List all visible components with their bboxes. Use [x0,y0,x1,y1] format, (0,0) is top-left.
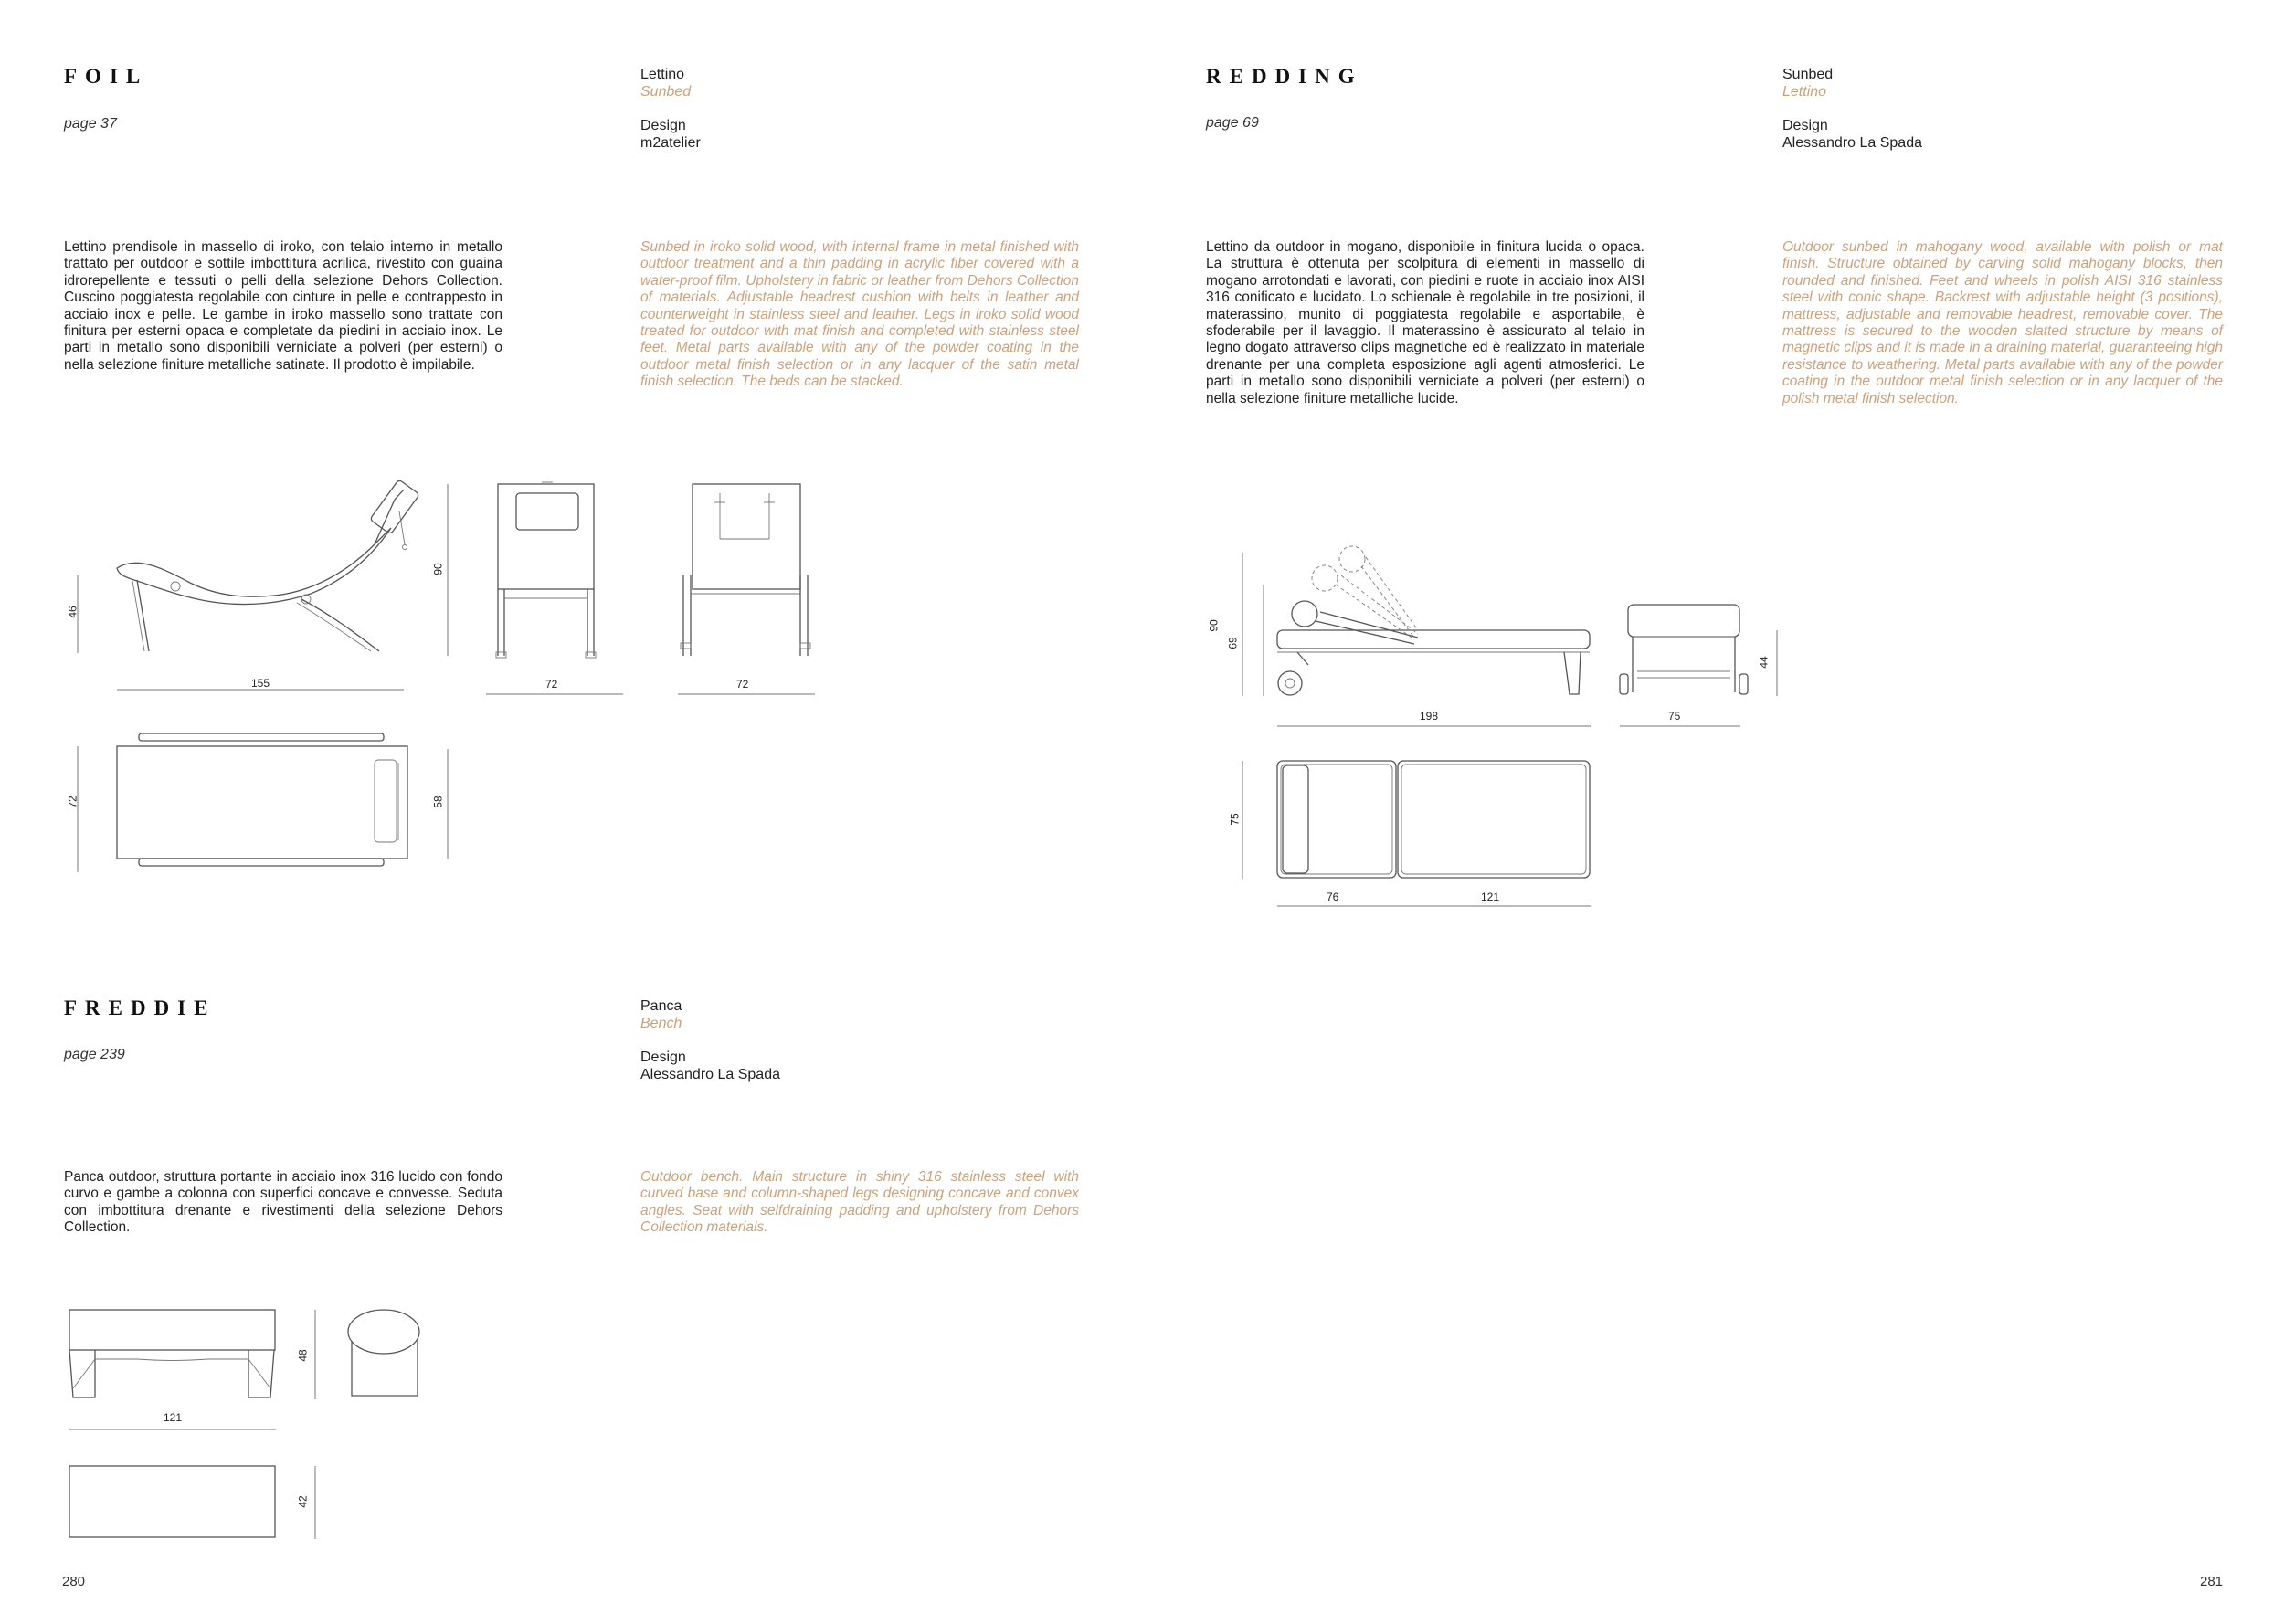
redding-end-view-drawing [1620,605,1777,726]
freddie-title: FREDDIE [64,997,217,1019]
redding-dim-body-section: 121 [1481,891,1500,903]
redding-dim-head-section: 76 [1327,891,1339,903]
foil-dim-side-height: 46 [66,606,79,618]
redding-dim-width: 75 [1668,710,1681,722]
foil-design-label: Design [640,118,686,133]
redding-dim-length: 198 [1420,710,1439,722]
redding-side-view-drawing [1242,546,1591,726]
redding-dim-total-height: 90 [1207,619,1221,632]
redding-design-label: Design [1782,118,1828,133]
freddie-type-en: Bench [640,1016,682,1031]
page-number-left: 280 [62,1574,86,1589]
foil-dim-top-width: 72 [66,796,79,808]
freddie-dim-depth: 42 [296,1495,310,1508]
foil-description-it: Lettino prendisole in massello di iroko, con telaio interno in metallo trattato per outdoor e sottile imbottitura acrilica, rivestito con guaina idrorepellente e tessuti o pelli della selezione Dehors Collection. Cuscino poggiatesta regolabile con cinture in pelle e contrappesto in acciaio inox e pelle. Le gambe in iroko massello sono trattate con finitura per esterni opaca e completate da piedini in acciaio inox. Le parti in metallo sono disponibili verniciate a polveri (per esterni) o nella selezione finiture metalliche satinate. Il prodotto è impilabile. [64,239,502,373]
foil-top-view-drawing [78,733,448,872]
foil-dim-top-depth: 58 [431,796,445,808]
redding-top-view-drawing [1242,761,1591,906]
freddie-type-it: Panca [640,998,682,1014]
redding-designer: Alessandro La Spada [1782,135,1922,151]
redding-dim-seat-height: 69 [1226,637,1240,649]
foil-title: FOIL [64,65,149,88]
redding-description-en: Outdoor sunbed in mahogany wood, available with polish or mat finish. Structure obtained by carving solid mahogany blocks, then rounded and finished. Feet and wheels in polish AISI 316 stainless steel with conic shape. Backrest with adjustable height (3 positions), mattress, adjustable and removable headrest, removable cover. The mattress is secured to the wooden slatted structure by means of magnetic clips and it is made in a draining material, guaranteeing high resistance to weathering. Metal parts available with any of the powder coating in the outdoor metal finish selection or in any lacquer of the polish metal finish selection. [1782,239,2223,406]
freddie-side-view-drawing [348,1310,419,1396]
foil-type-it: Lettino [640,67,685,82]
freddie-dim-length: 121 [164,1411,183,1424]
redding-dim-end-height: 44 [1757,656,1771,669]
redding-type-it: Sunbed [1782,67,1834,82]
redding-type-en: Lettino [1782,84,1827,100]
foil-description-en: Sunbed in iroko solid wood, with internal frame in metal finished with outdoor treatment and a thin padding in acrylic fiber covered with a water-proof film. Upholstery in fabric or leather from Dehors Collection of materials. Adjustable headrest cushion with belts in leather and counterweight in stainless steel and leather. Legs in iroko solid wood treated for outdoor with mat finish and completed with stainless steel feet. Metal parts available with any of the powder coating in the outdoor metal finish selection or in any lacquer of the satin metal finish selection. The beds can be stacked. [640,239,1079,390]
foil-designer: m2atelier [640,135,701,151]
foil-side-view-drawing [78,480,419,690]
foil-dim-side-length: 155 [251,677,270,690]
redding-title: REDDING [1206,65,1363,88]
foil-page-ref: page 37 [64,116,117,132]
foil-back-view-drawing [678,484,815,694]
freddie-description-it: Panca outdoor, struttura portante in acciaio inox 316 lucido con fondo curvo e gambe a colonna con superfici concave e convesse. Seduta con imbottitura drenante e rivestimenti della selezione Dehors Collection. [64,1169,502,1236]
foil-dim-back-width: 72 [736,678,749,691]
freddie-description-en: Outdoor bench. Main structure in shiny 316 stainless steel with curved base and column-shaped legs designing concave and convex angles. Seat with selfdraining padding and upholstery from Dehors Collection materials. [640,1169,1079,1236]
freddie-design-label: Design [640,1049,686,1065]
freddie-front-view-drawing [69,1310,315,1429]
freddie-dim-height: 48 [296,1349,310,1362]
foil-dim-front-width: 72 [545,678,558,691]
foil-front-view-drawing [448,482,623,694]
redding-dim-top-depth: 75 [1228,813,1242,826]
foil-type-en: Sunbed [640,84,692,100]
freddie-page-ref: page 239 [64,1047,125,1062]
page-number-right: 281 [2200,1574,2224,1589]
redding-description-it: Lettino da outdoor in mogano, disponibile in finitura lucida o opaca. La struttura è ottenuta per scolpitura di elementi in massello di mogano arrotondati e lavorati, con piedini e ruote in acciaio inox AISI 316 conificato e lucidato. Lo schienale è regolabile in tre posizioni, il materassino, munito di poggiatesta regolabile e asportabile, è sfoderabile per il lavaggio. Il materassino è assicurato al telaio in legno dogato attraverso clips magnetiche ed è realizzato in materiale drenante per una completa esposizione agli agenti atmosferici. Le parti in metallo sono disponibili verniciate a polveri (per esterni) o nella selezione finiture metalliche lucide. [1206,239,1644,406]
redding-page-ref: page 69 [1206,115,1259,131]
freddie-designer: Alessandro La Spada [640,1067,780,1082]
foil-dim-front-height: 90 [431,563,445,575]
freddie-top-view-drawing [69,1466,315,1539]
